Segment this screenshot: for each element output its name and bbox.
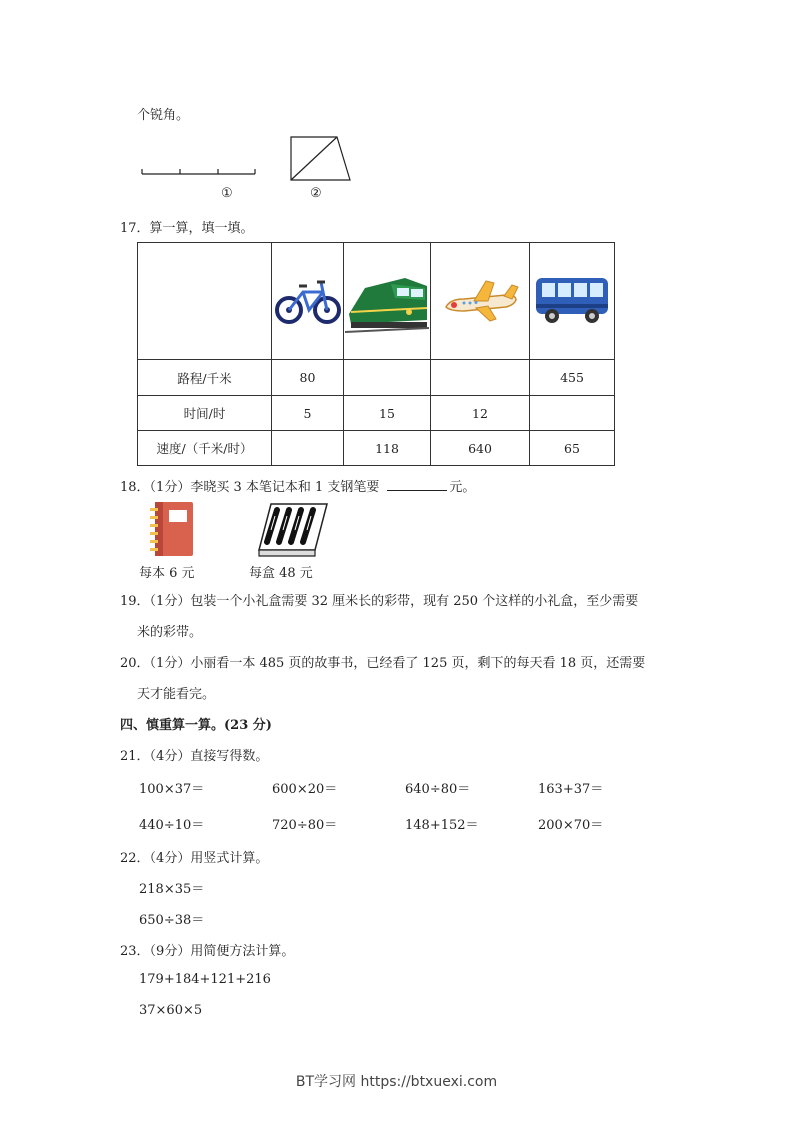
q20-line2: 天才能看完。 xyxy=(137,687,216,702)
bus-cell xyxy=(530,243,615,360)
q21-item: 440÷10＝ xyxy=(139,818,205,833)
q23-title: 23．（9分）用简便方法计算。 xyxy=(120,944,295,959)
table-cell: 5 xyxy=(272,396,344,431)
train-icon xyxy=(345,264,429,336)
table-cell: 15 xyxy=(344,396,431,431)
q16-figure2-label: ② xyxy=(310,186,322,201)
notebook-icon xyxy=(149,500,197,558)
bicycle-icon xyxy=(273,270,343,330)
q16-figure-ruler xyxy=(137,164,262,182)
pen-box-icon xyxy=(257,500,329,558)
q18-question xyxy=(120,476,475,495)
table-cell: 65 xyxy=(530,431,615,466)
row-label: 速度/（千米/时） xyxy=(138,431,272,466)
q17-title: 17．算一算，填一填。 xyxy=(120,221,254,236)
q22-item: 218×35＝ xyxy=(139,882,205,897)
table-cell: 118 xyxy=(344,431,431,466)
q16-tail-text: 个锐角。 xyxy=(137,108,190,123)
q21-item: 600×20＝ xyxy=(272,782,338,797)
q21-item: 200×70＝ xyxy=(538,818,604,833)
table-corner-cell xyxy=(138,243,272,360)
table-cell: 80 xyxy=(272,360,344,396)
pen-price-label: 每盒 48 元 xyxy=(249,566,313,581)
q20-line1: 20．（1分）小丽看一本 485 页的故事书，已经看了 125 页，剩下的每天看 18 页，还需要 xyxy=(120,656,646,671)
q16-figure-trapezoid xyxy=(288,135,354,183)
table-cell xyxy=(344,360,431,396)
q21-title: 21．（4分）直接写得数。 xyxy=(120,749,269,764)
table-cell: 640 xyxy=(431,431,530,466)
q21-item: 720÷80＝ xyxy=(272,818,338,833)
q18-answer-blank xyxy=(387,478,447,491)
q21-item: 163+37＝ xyxy=(538,782,604,797)
q21-item: 100×37＝ xyxy=(139,782,205,797)
bicycle-cell xyxy=(272,243,344,360)
q22-title: 22．（4分）用竖式计算。 xyxy=(120,851,269,866)
q18-text-after: 元。 xyxy=(449,480,476,495)
table-cell xyxy=(431,360,530,396)
table-row xyxy=(138,431,615,466)
q22-item: 650÷38＝ xyxy=(139,913,205,928)
section4-title: 四、慎重算一算。(23 分) xyxy=(120,718,272,733)
q21-item: 640÷80＝ xyxy=(405,782,471,797)
q18-text-before: 18．（1分）李晓买 3 本笔记本和 1 支钢笔要 xyxy=(120,480,380,495)
q23-item: 179+184+121+216 xyxy=(139,972,271,987)
row-label: 路程/千米 xyxy=(138,360,272,396)
footer-text: BT学习网 https://btxuexi.com xyxy=(295,1074,498,1090)
bus-icon xyxy=(532,274,612,326)
row-label: 时间/时 xyxy=(138,396,272,431)
q17-table xyxy=(137,242,615,466)
q21-item: 148+152＝ xyxy=(405,818,479,833)
table-cell: 455 xyxy=(530,360,615,396)
train-cell xyxy=(344,243,431,360)
q23-item: 37×60×5 xyxy=(139,1003,203,1018)
q19-line2: 米的彩带。 xyxy=(137,625,203,640)
table-cell xyxy=(530,396,615,431)
table-cell: 12 xyxy=(431,396,530,431)
table-cell xyxy=(272,431,344,466)
airplane-icon xyxy=(440,275,520,325)
airplane-cell xyxy=(431,243,530,360)
table-row xyxy=(138,360,615,396)
q16-figure1-label: ① xyxy=(221,186,233,201)
notebook-price-label: 每本 6 元 xyxy=(139,566,195,581)
q19-line1: 19．（1分）包装一个小礼盒需要 32 厘米长的彩带，现有 250 个这样的小礼盒，至少需要 xyxy=(120,594,639,609)
table-row xyxy=(138,396,615,431)
